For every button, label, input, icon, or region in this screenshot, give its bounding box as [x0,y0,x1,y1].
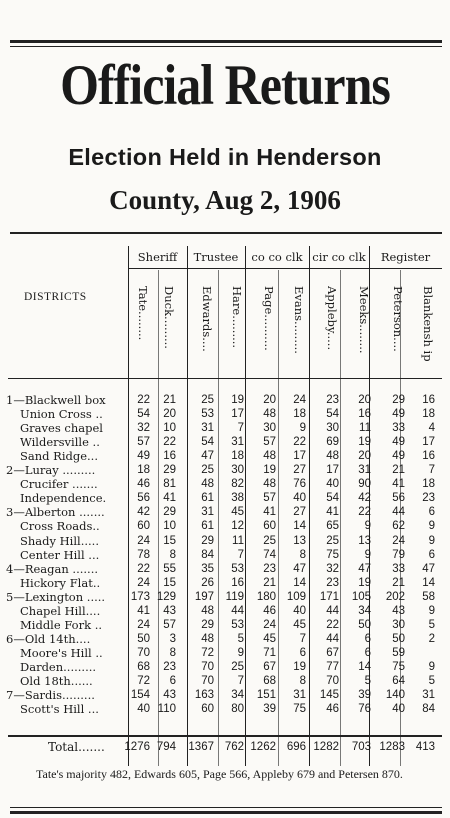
vote-cell: 58 [422,590,435,603]
vote-cell: 14 [358,660,371,673]
office-header: cir co clk [312,250,366,264]
vote-cell: 6 [364,646,371,659]
vote-cell: 17 [231,408,244,421]
vote-cell: 109 [286,590,306,603]
vote-cell: 24 [137,534,150,547]
vote-cell: 17 [422,436,435,449]
vote-cell: 41 [392,478,405,491]
vote-cell: 57 [263,436,276,449]
vote-cell: 48 [326,450,339,463]
vote-cell: 48 [201,478,214,491]
vote-cell: 197 [194,590,214,603]
vote-cell: 75 [326,548,339,561]
vote-cell: 6 [428,548,435,561]
vote-cell: 42 [137,506,150,519]
vote-cell: 41 [137,604,150,617]
vote-cell: 31 [201,506,214,519]
vote-cell: 18 [422,408,435,421]
vote-cell: 15 [163,534,176,547]
vote-cell: 7 [299,632,306,645]
vote-cell: 21 [163,394,176,406]
vote-cell: 105 [351,590,371,603]
vote-cell: 31 [201,422,214,435]
vote-cell: 19 [358,576,371,589]
vote-cell: 25 [201,394,214,406]
vote-cell: 24 [392,534,405,547]
office-header: Trustee [193,250,239,264]
vote-cell: 40 [293,492,306,505]
vote-cell: 151 [256,689,276,702]
vote-cell: 19 [293,660,306,673]
vote-cell: 43 [392,604,405,617]
vote-cell: 70 [137,646,150,659]
vote-cell: 8 [299,675,306,687]
vote-cell: 31 [422,689,435,702]
vote-cell: 173 [130,590,150,603]
vote-cell: 18 [231,450,244,463]
district-label: Wildersville .. [20,435,100,450]
vote-cell: 70 [201,660,214,673]
vote-cell: 6 [364,632,371,645]
vote-cell: 24 [293,394,306,406]
vote-cell: 61 [201,492,214,505]
vote-cell: 67 [326,646,339,659]
office-header: Register [380,250,431,264]
candidate-name: Evans......... [292,286,306,354]
headline: Official Returns [60,52,390,117]
vote-cell: 19 [358,436,371,449]
vote-cell: 19 [263,464,276,477]
vote-cell: 23 [326,394,339,406]
vote-cell: 31 [231,436,244,449]
vote-cell: 46 [137,478,150,491]
district-label: Shady Hill..... [20,533,99,548]
vote-cell: 72 [137,675,150,687]
office-header: Sheriff [137,250,178,264]
vote-cell: 44 [392,506,405,519]
vote-cell: 70 [326,675,339,687]
vote-cell: 23 [163,660,176,673]
vote-cell: 48 [263,478,276,491]
vote-cell: 13 [358,534,371,547]
vote-cell: 40 [326,478,339,491]
district-label: 2—Luray ......... [6,463,96,478]
vote-cell: 76 [358,703,371,716]
vote-cell: 6 [428,506,435,519]
vote-cell: 9 [428,520,435,533]
vote-cell: 23 [326,576,339,589]
total-cell: 413 [415,741,435,753]
vote-cell: 56 [392,492,405,505]
vote-cell: 33 [392,422,405,435]
vote-cell: 44 [326,604,339,617]
vote-cell: 60 [201,703,214,716]
vote-cell: 40 [137,703,150,716]
vote-cell: 40 [392,703,405,716]
vote-cell: 25 [326,534,339,547]
vote-cell: 82 [231,478,244,491]
total-cell: 703 [351,741,371,753]
vote-cell: 14 [293,520,306,533]
vote-cell: 9 [364,548,371,561]
vote-cell: 10 [163,520,176,533]
district-label: Graves chapel [20,421,103,436]
vote-cell: 9 [428,604,435,617]
vote-cell: 145 [319,689,339,702]
total-cell: 762 [224,741,244,753]
vote-cell: 29 [163,506,176,519]
vote-cell: 24 [137,576,150,589]
vote-cell: 68 [137,660,150,673]
vote-cell: 119 [225,590,244,603]
header-rule [10,232,442,234]
vote-cell: 71 [263,646,276,659]
vote-cell: 35 [201,562,214,575]
top-rule-thin [10,46,442,47]
vote-cell: 34 [358,604,371,617]
vote-cell: 16 [163,450,176,463]
vote-cell: 25 [263,534,276,547]
vote-cell: 44 [326,632,339,645]
vote-cell: 2 [428,632,435,645]
vote-cell: 57 [163,618,176,631]
vote-cell: 22 [358,506,371,519]
vote-cell: 47 [293,562,306,575]
vote-cell: 29 [201,534,214,547]
vote-cell: 70 [201,675,214,687]
vote-cell: 5 [428,675,435,687]
vote-cell: 30 [392,618,405,631]
vote-cell: 171 [319,590,339,603]
candidate-name: Appleby..... [325,286,339,351]
vote-cell: 9 [364,520,371,533]
total-cell: 1276 [124,741,150,753]
vote-cell: 17 [326,464,339,477]
vote-cell: 25 [231,660,244,673]
vote-cell: 24 [137,618,150,631]
subheadline: Election Held in Henderson [68,144,382,170]
office-header: co co clk [251,250,303,264]
vote-cell: 43 [163,604,176,617]
bottom-rule-thin [10,807,442,808]
vote-cell: 16 [422,450,435,463]
group-header-rule [128,268,442,269]
vote-cell: 45 [263,632,276,645]
vote-cell: 41 [326,506,339,519]
candidate-name: Meeks........ [357,286,371,354]
vote-cell: 33 [392,562,405,575]
vote-cell: 60 [263,520,276,533]
district-label: Moore's Hill .. [20,645,103,660]
vote-cell: 23 [263,562,276,575]
vote-cell: 4 [428,422,435,435]
vote-cell: 47 [201,450,214,463]
vote-cell: 48 [201,632,214,645]
total-cell: 794 [156,741,176,753]
vote-cell: 22 [163,436,176,449]
bottom-rule-thick [10,811,442,814]
vote-cell: 20 [358,450,371,463]
vote-cell: 27 [293,506,306,519]
vote-cell: 8 [299,548,306,561]
vote-cell: 10 [163,422,176,435]
vote-cell: 76 [293,478,306,491]
vote-cell: 39 [263,703,276,716]
column-separator [340,270,341,766]
vote-cell: 50 [358,618,371,631]
vote-cell: 9 [237,646,244,659]
district-label: Crucifer ....... [20,477,98,492]
vote-cell: 7 [428,464,435,477]
vote-cell: 47 [358,562,371,575]
vote-cell: 49 [392,450,405,463]
vote-cell: 77 [326,660,339,673]
vote-cell: 180 [256,590,276,603]
vote-cell: 53 [201,408,214,421]
candidate-name: Peterson.... [391,286,405,352]
vote-cell: 57 [263,492,276,505]
vote-cell: 18 [293,408,306,421]
district-label: 1—Blackwell box [6,393,106,407]
vote-cell: 90 [358,478,371,491]
district-label: Hickory Flat.. [20,575,101,590]
candidate-name: Duck......... [162,286,176,349]
district-label: Chapel Hill.... [20,603,101,618]
vote-cell: 54 [137,408,150,421]
vote-cell: 72 [201,646,214,659]
vote-cell: 140 [385,689,405,702]
vote-cell: 54 [201,436,214,449]
vote-cell: 84 [422,703,435,716]
vote-cell: 65 [326,520,339,533]
dateline: County, Aug 2, 1906 [109,185,341,215]
vote-cell: 49 [137,450,150,463]
total-cell: 1262 [250,741,276,753]
vote-cell: 3 [169,632,176,645]
candidate-name: Blankensh ip [421,286,435,362]
vote-cell: 29 [163,464,176,477]
vote-cell: 26 [201,576,214,589]
vote-cell: 60 [137,520,150,533]
vote-cell: 16 [231,576,244,589]
vote-cell: 14 [422,576,435,589]
vote-cell: 8 [169,548,176,561]
vote-cell: 7 [237,548,244,561]
vote-cell: 74 [263,548,276,561]
vote-cell: 16 [358,408,371,421]
vote-cell: 62 [392,520,405,533]
vote-cell: 59 [392,646,405,659]
vote-cell: 18 [137,464,150,477]
vote-cell: 68 [263,675,276,687]
vote-cell: 78 [137,548,150,561]
district-label: 6—Old 14th.... [6,631,91,646]
vote-cell: 163 [194,689,214,702]
district-label: 3—Alberton ....... [6,505,105,520]
vote-cell: 129 [156,590,176,603]
vote-cell: 20 [163,408,176,421]
vote-cell: 67 [263,660,276,673]
district-label: Sand Ridge... [20,449,98,464]
total-cell: 1367 [188,741,214,753]
vote-cell: 54 [326,408,339,421]
vote-cell: 23 [422,492,435,505]
vote-cell: 43 [163,689,176,702]
vote-cell: 5 [364,675,371,687]
vote-cell: 46 [263,604,276,617]
total-cell: 1283 [379,741,405,753]
vote-cell: 48 [201,604,214,617]
vote-cell: 24 [263,618,276,631]
vote-cell: 75 [392,660,405,673]
vote-cell: 32 [137,422,150,435]
vote-cell: 27 [293,464,306,477]
vote-cell: 41 [263,506,276,519]
vote-cell: 25 [201,464,214,477]
vote-cell: 18 [422,478,435,491]
vote-cell: 80 [231,703,244,716]
vote-cell: 20 [263,394,276,406]
vote-cell: 22 [326,618,339,631]
candidate-name: Page.......... [262,286,276,351]
candidate-name: Edwards.... [200,286,214,352]
district-label: Old 18th...... [20,674,93,688]
vote-cell: 13 [293,534,306,547]
vote-cell: 49 [392,408,405,421]
vote-cell: 50 [392,632,405,645]
district-label: 5—Lexington ..... [6,589,106,604]
vote-cell: 21 [392,576,405,589]
vote-cell: 7 [237,422,244,435]
vote-cell: 29 [201,618,214,631]
vote-cell: 15 [163,576,176,589]
vote-cell: 11 [232,534,244,547]
vote-cell: 49 [392,436,405,449]
candidate-name: Hare......... [230,286,244,349]
vote-cell: 57 [137,436,150,449]
vote-cell: 7 [237,675,244,687]
district-label: 7—Sardis......... [6,688,95,703]
footer-note: Tate's majority 482, Edwards 605, Page 566, Appleby 679 and Petersen 870. [36,767,403,781]
vote-cell: 69 [326,436,339,449]
vote-cell: 5 [428,618,435,631]
vote-cell: 31 [293,689,306,702]
total-rule [8,735,442,737]
vote-cell: 20 [358,394,371,406]
vote-cell: 5 [237,632,244,645]
district-label: 4—Reagan ....... [6,561,99,576]
vote-cell: 45 [231,506,244,519]
vote-cell: 34 [231,689,244,702]
vote-cell: 81 [163,478,176,491]
vote-cell: 17 [293,450,306,463]
vote-cell: 32 [326,562,339,575]
vote-cell: 30 [263,422,276,435]
vote-cell: 22 [293,436,306,449]
vote-cell: 48 [263,408,276,421]
vote-cell: 14 [293,576,306,589]
district-label: Union Cross .. [20,407,103,422]
total-cell: 696 [286,741,306,753]
vote-cell: 45 [293,618,306,631]
vote-cell: 110 [157,703,176,716]
district-label: Middle Fork .. [20,617,103,632]
vote-cell: 8 [169,646,176,659]
column-group-separator [309,246,310,766]
districts-header: DISTRICTS [24,291,87,303]
vote-cell: 64 [392,675,405,687]
district-label: Cross Roads.. [20,519,100,534]
candidate-header-rule [8,378,442,379]
vote-cell: 16 [422,394,435,406]
vote-cell: 12 [231,520,244,533]
column-group-separator [245,246,246,766]
vote-cell: 40 [293,604,306,617]
vote-cell: 48 [263,450,276,463]
vote-cell: 75 [293,703,306,716]
vote-cell: 84 [201,548,214,561]
vote-cell: 9 [428,534,435,547]
vote-cell: 42 [358,492,371,505]
vote-cell: 9 [299,422,306,435]
vote-cell: 61 [201,520,214,533]
vote-cell: 21 [392,464,405,477]
vote-cell: 55 [163,562,176,575]
vote-cell: 9 [428,660,435,673]
vote-cell: 41 [163,492,176,505]
vote-cell: 29 [392,394,405,406]
vote-cell: 154 [130,689,150,702]
vote-cell: 6 [169,675,176,687]
vote-cell: 202 [385,590,405,603]
vote-cell: 54 [326,492,339,505]
vote-cell: 38 [231,492,244,505]
vote-cell: 44 [231,604,244,617]
district-label: Independence. [20,491,107,506]
vote-cell: 19 [231,394,244,406]
vote-cell: 53 [231,562,244,575]
vote-cell: 50 [137,632,150,645]
vote-cell: 6 [299,646,306,659]
vote-cell: 22 [137,562,150,575]
total-label: Total....... [48,740,105,754]
vote-cell: 79 [392,548,405,561]
vote-cell: 22 [137,394,150,406]
top-rule-thick [10,40,442,43]
vote-cell: 31 [358,464,371,477]
vote-cell: 47 [422,562,435,575]
candidate-name: Tate........ [136,286,150,341]
vote-cell: 21 [263,576,276,589]
vote-cell: 53 [231,618,244,631]
total-cell: 1282 [313,741,339,753]
district-label: Darden......... [20,659,97,674]
district-label: Center Hill ... [20,547,100,562]
vote-cell: 46 [326,703,339,716]
vote-cell: 56 [137,492,150,505]
vote-cell: 11 [359,422,371,435]
district-label: Scott's Hill ... [20,702,99,717]
vote-cell: 39 [358,689,371,702]
vote-cell: 30 [231,464,244,477]
vote-cell: 30 [326,422,339,435]
